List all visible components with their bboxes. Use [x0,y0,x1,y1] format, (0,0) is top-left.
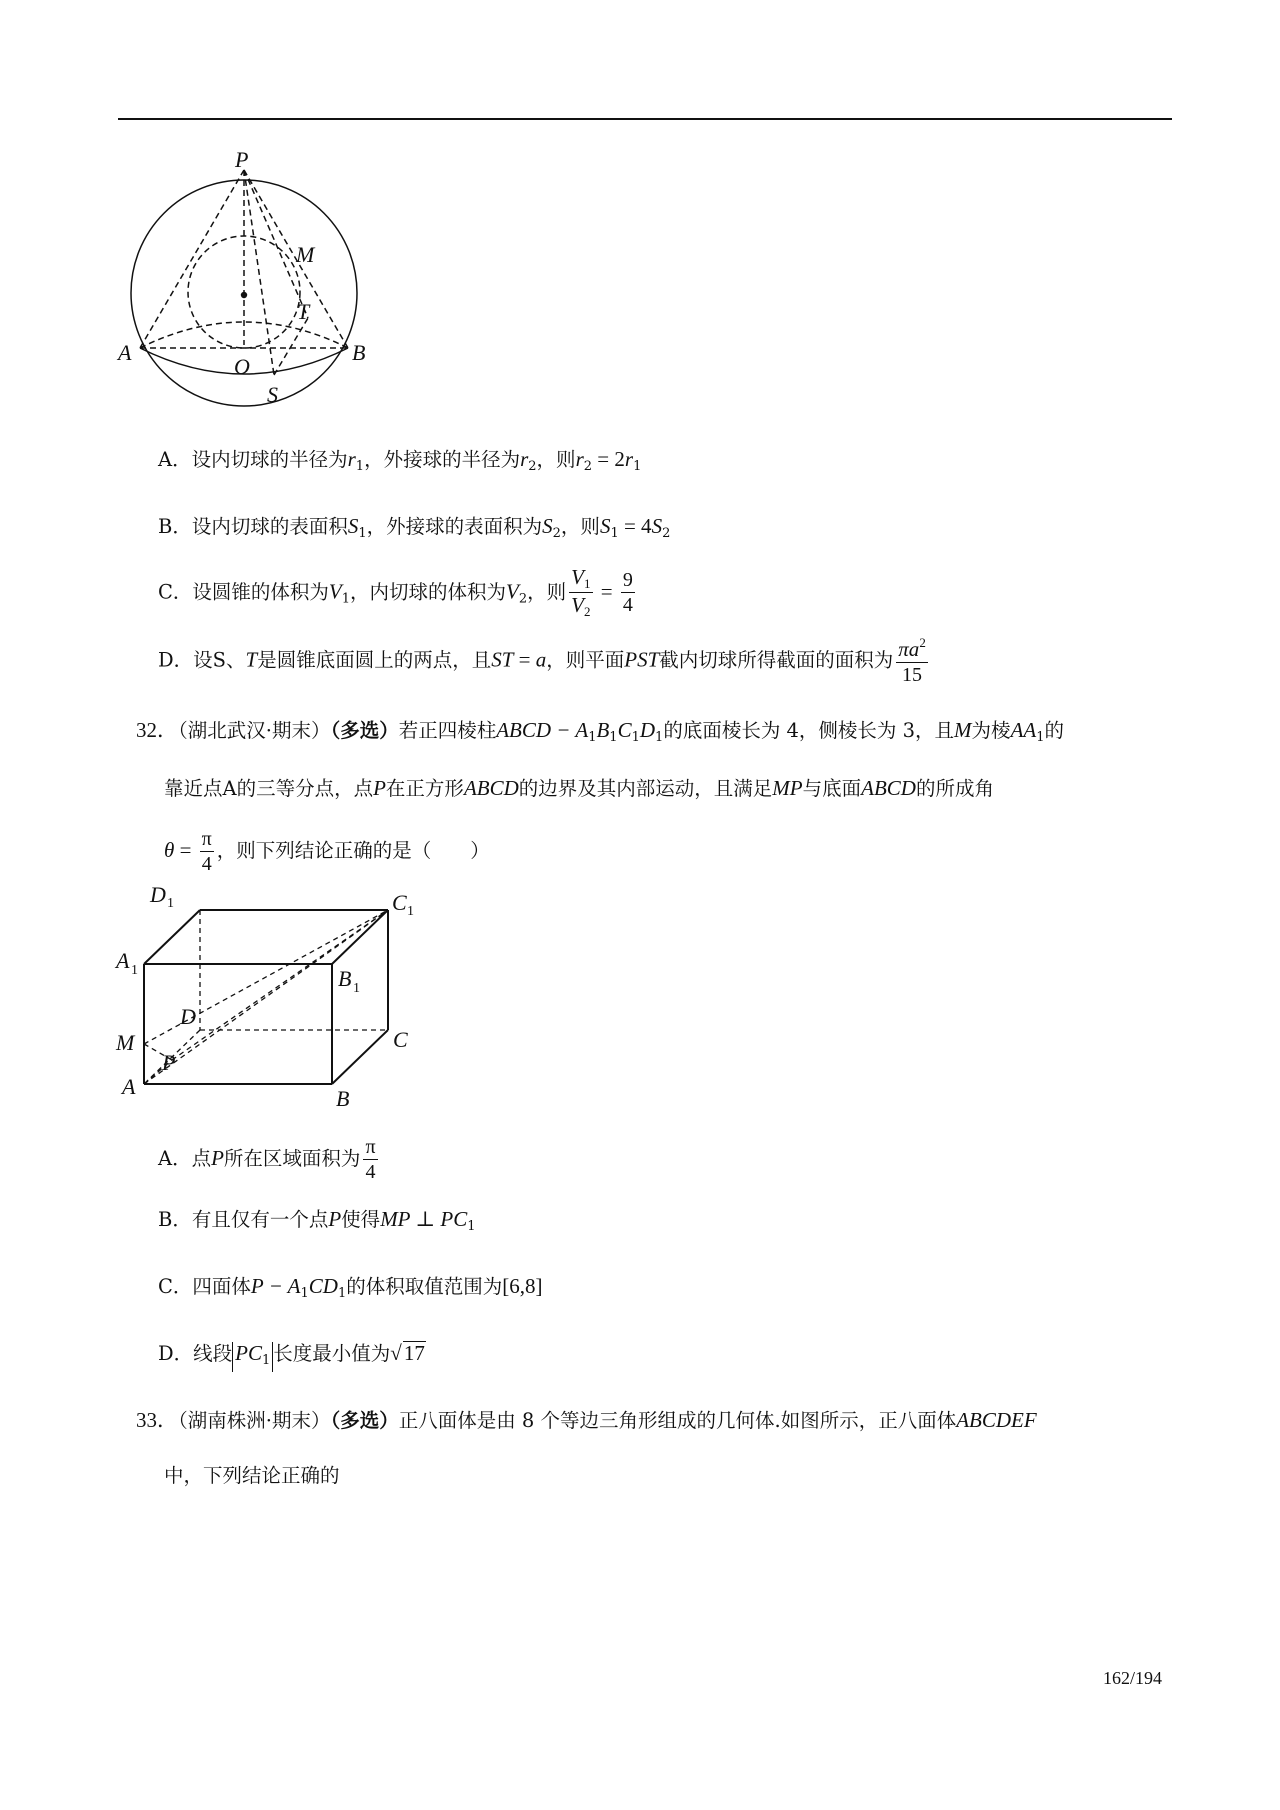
svg-text:1: 1 [167,896,174,911]
svg-text:D: D [150,882,166,907]
q32-line-2: 靠近点A的三等分点，点P在正方形ABCD的边界及其内部运动，且满足MP与底面ABCD的所成角 [164,776,994,800]
label-O: O [234,354,250,379]
q31-option-A: A．设内切球的半径为$r_1$，外接球的半径为$r_2$，则$r_2 = 2r_1$ [158,447,642,474]
label-S: S [267,382,278,407]
svg-text:A: A [122,1074,136,1099]
header-rule [118,118,1172,120]
label-P: P [235,150,249,172]
q31-option-D: D．设S、T是圆锥底面圆上的两点，且ST = a，则平面PST截内切球所得截面的面积为 $\frac{\pi a^2}{15}$ [158,635,926,687]
label-A: A [118,340,132,365]
svg-text:D: D [180,1004,196,1029]
svg-text:1: 1 [407,904,414,919]
svg-text:B: B [338,966,352,991]
label-M: M [296,242,315,267]
q31-option-B: B．设内切球的表面积$S_1$，外接球的表面积为$S_2$，则$S_1 = 4S_2$ [158,514,671,541]
svg-text:1: 1 [131,963,138,978]
q32-line-3: θ = $\frac{\pi}{4}$ ，则下列结论正确的是（ ） [164,828,490,875]
q32-option-D: D．线段 $PC_1$ 长度最小值为√17 [158,1337,426,1372]
q32-option-C: C．四面体$P - A_1CD_1$的体积取值范围为[6,8] [158,1274,543,1301]
q32-option-A: A．点P所在区域面积为 $\frac{\pi}{4}$ [158,1136,376,1183]
svg-text:M: M [116,1030,135,1055]
label-T: T [297,299,310,324]
q32-line-1: 32．（湖北武汉·期末）（多选）若正四棱柱ABCD − $A_1B_1C_1D_1$的底面棱长为 4，侧棱长为 3，且M为棱$AA_1$的 [136,718,1065,745]
figure-prism [110,880,430,1120]
svg-text:P: P [162,1050,176,1075]
q32-option-B: B．有且仅有一个点P使得MP ⊥ $PC_1$ [158,1207,476,1234]
center-dot [241,292,247,298]
q33-line-1: 33．（湖南株洲·期末）（多选）正八面体是由 8 个等边三角形组成的几何体.如图所示，正八面体ABCDEF [136,1408,1037,1432]
q31-option-C: C．设圆锥的体积为$V_1$，内切球的体积为$V_2$，则 $\frac{V_1}{V_2}$ = $\frac{9}{4}$ [158,565,633,620]
figure-cone-sphere [110,150,390,440]
edge-PS [244,170,274,375]
page-number: 162/194 [1102,1668,1162,1688]
edge-PA [140,170,244,348]
svg-text:C: C [392,890,407,915]
svg-text:B: B [336,1086,350,1111]
label-B: B [352,340,366,365]
svg-text:1: 1 [353,981,360,996]
svg-text:C: C [393,1027,408,1052]
q33-line-2: 中，下列结论正确的 [164,1464,340,1487]
svg-text:A: A [116,948,130,973]
